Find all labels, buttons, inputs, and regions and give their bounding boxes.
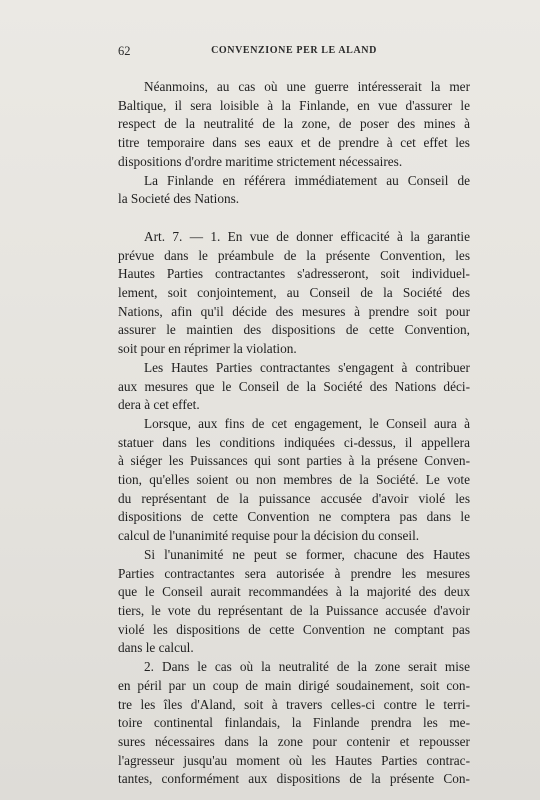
text-line: La Finlande en référera immédiatement au Conseil de bbox=[144, 172, 470, 188]
text-line: tantes, conformément aux dispositions de la présente Con- bbox=[118, 771, 470, 787]
paragraph-unanimity bbox=[118, 546, 470, 658]
paragraph-mines bbox=[118, 78, 470, 172]
text-line: assurer le maintien des dispositions de cette Convention, bbox=[118, 322, 470, 338]
running-title: CONVENZIONE PER LE ALAND bbox=[211, 45, 377, 56]
text-line: Parties contractantes sera autorisée à prendre les mesures bbox=[118, 565, 470, 581]
text-line: violé les dispositions de cette Convention ne comptant pas bbox=[118, 621, 470, 637]
paragraph-refer-council bbox=[118, 172, 470, 209]
paragraph-article-7 bbox=[118, 228, 470, 359]
body-text bbox=[118, 78, 470, 789]
text-line: tiers, le vote du représentant de la Puissance accusée d'avoir bbox=[118, 602, 470, 618]
text-line: dispositions de cette Convention ne comptera pas dans le bbox=[118, 509, 470, 525]
text-line: respect de la neutralité de la zone, de poser des mines à bbox=[118, 116, 470, 132]
text-line: Néanmoins, au cas où une guerre intéresserait la mer bbox=[144, 79, 470, 94]
text-line: lement, soit conjointement, au Conseil de la Société des bbox=[118, 285, 470, 301]
text-line: Nations, afin qu'il décide des mesures à prendre soit pour bbox=[118, 303, 470, 319]
paragraph-engagement bbox=[118, 359, 470, 415]
text-line: aux mesures que le Conseil de la Société des Nations déci- bbox=[118, 378, 470, 394]
text-line: à siéger les Puissances qui sont parties à la présene Conven- bbox=[118, 453, 470, 469]
text-line: Les Hautes Parties contractantes s'engagent à contribuer bbox=[144, 359, 470, 375]
text-line: tion, qu'elles soient ou non membres de la Société. Le vote bbox=[118, 472, 470, 488]
text-line: Si l'unanimité ne peut se former, chacune des Hautes bbox=[144, 546, 470, 562]
running-head bbox=[118, 44, 470, 60]
text-line: statuer dans les conditions indiquées ci-dessus, il appellera bbox=[118, 434, 470, 450]
text-line: dera à cet effet. bbox=[118, 397, 200, 413]
text-line: que le Conseil aurait recommandées à la majorité des deux bbox=[118, 584, 470, 600]
text-line: l'agresseur jusqu'au moment où les Hautes Parties contrac- bbox=[118, 752, 470, 768]
text-line: prévue dans le préambule de la présente Convention, les bbox=[118, 247, 470, 263]
text-line: Hautes Parties contractantes s'adresseront, soit individuel- bbox=[118, 266, 470, 282]
text-line: la Societé des Nations. bbox=[118, 191, 240, 207]
text-line: tre les îles d'Aland, soit à travers celles-ci contre le terri- bbox=[118, 696, 470, 712]
text-line: dispositions d'ordre maritime strictement nécessaires. bbox=[118, 153, 403, 169]
page-number: 62 bbox=[118, 44, 131, 58]
paragraph-gap bbox=[118, 209, 470, 228]
text-line: toire continental finlandais, la Finlande prendra les me- bbox=[118, 715, 470, 731]
text-line: Lorsque, aux fins de cet engagement, le Conseil aura à bbox=[144, 415, 470, 431]
paragraph-council-vote bbox=[118, 415, 470, 546]
paragraph-neutrality-peril bbox=[118, 658, 470, 789]
text-line: du représentant de la puissance accusée d'avoir violé les bbox=[118, 490, 470, 506]
text-line: titre temporaire dans ses eaux et de prendre à cet effet les bbox=[118, 135, 470, 151]
text-line: dans le calcul. bbox=[118, 640, 194, 656]
text-line: soit pour en réprimer la violation. bbox=[118, 341, 297, 357]
text-line: Baltique, il sera loisible à la Finlande, en vue d'assurer le bbox=[118, 97, 470, 113]
text-line: Art. 7. — 1. En vue de donner efficacité à la garantie bbox=[144, 228, 470, 244]
text-line: 2. Dans le cas où la neutralité de la zone serait mise bbox=[144, 659, 470, 675]
text-line: sures nécessaires dans la zone pour contenir et repousser bbox=[118, 733, 470, 749]
text-line: calcul de l'unanimité requise pour la décision du conseil. bbox=[118, 528, 420, 544]
text-line: en péril par un coup de main dirigé soudainement, soit con- bbox=[118, 677, 470, 693]
